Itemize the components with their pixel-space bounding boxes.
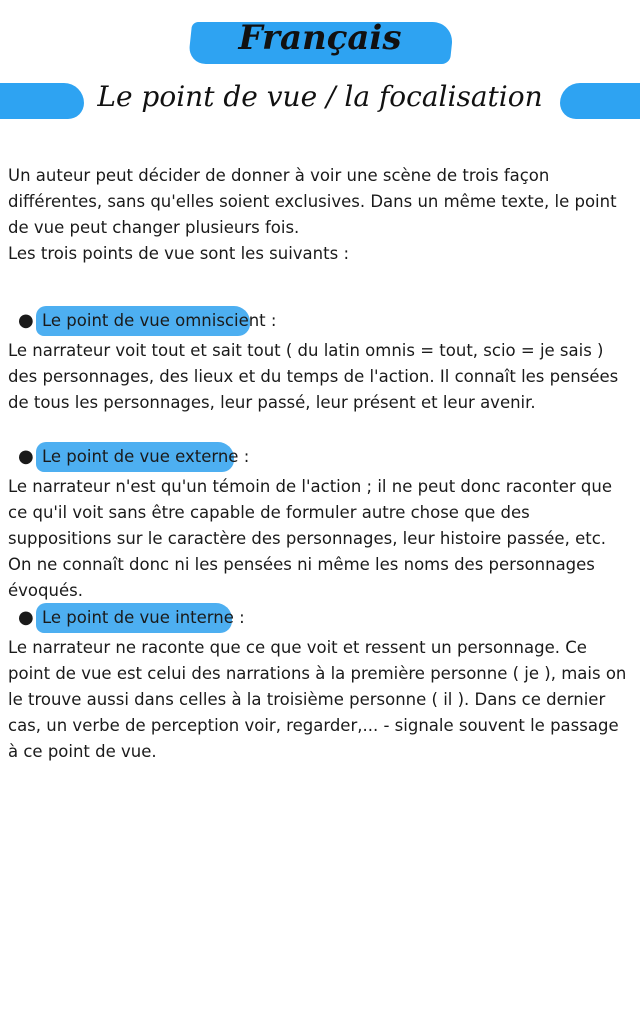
section-omniscient <box>8 306 632 416</box>
intro-block <box>8 163 632 267</box>
section-body: Le narrateur n'est qu'un témoin de l'action ; il ne peut donc raconter que ce qu'il voit sans être capable de formuler autre chose que des suppositions sur le caractère des personnages, leur histoire passée, etc. On ne connaît donc ni les pensées ni même les noms des personnages évoqués. <box>8 477 613 600</box>
intro-lead: Les trois points de vue sont les suivants : <box>8 244 349 263</box>
bullet-icon: ● <box>18 446 34 467</box>
page-title: Français <box>238 18 402 58</box>
section-interne <box>8 603 632 765</box>
intro-paragraph: Un auteur peut décider de donner à voir une scène de trois façon différentes, sans qu'elles soient exclusives. Dans un même texte, le point de vue peut changer plusieurs fois. <box>8 166 617 237</box>
page-subtitle: Le point de vue / la focalisation <box>97 80 543 113</box>
section-heading: Le point de vue externe : <box>42 447 250 466</box>
section-heading-row <box>8 306 632 336</box>
section-externe <box>8 442 632 604</box>
section-heading-row <box>8 442 632 472</box>
section-heading: Le point de vue omniscient : <box>42 311 277 330</box>
section-body: Le narrateur voit tout et sait tout ( du latin omnis = tout, scio = je sais ) des personnages, des lieux et du temps de l'action. Il connaît les pensées de tous les personnages, leur passé, leur présent et leur avenir. <box>8 341 619 412</box>
section-body: Le narrateur ne raconte que ce que voit et ressent un personnage. Ce point de vue est celui des narrations à la première personne ( je ), mais on le trouve aussi dans celles à la troisième personne ( il ). Dans ce dernier cas, un verbe de perception voir, regarder,... - signale souvent le passage à ce point de vue. <box>8 638 627 761</box>
bullet-icon: ● <box>18 310 34 331</box>
bullet-icon: ● <box>18 607 34 628</box>
section-heading: Le point de vue interne : <box>42 608 245 627</box>
section-heading-row <box>8 603 632 633</box>
